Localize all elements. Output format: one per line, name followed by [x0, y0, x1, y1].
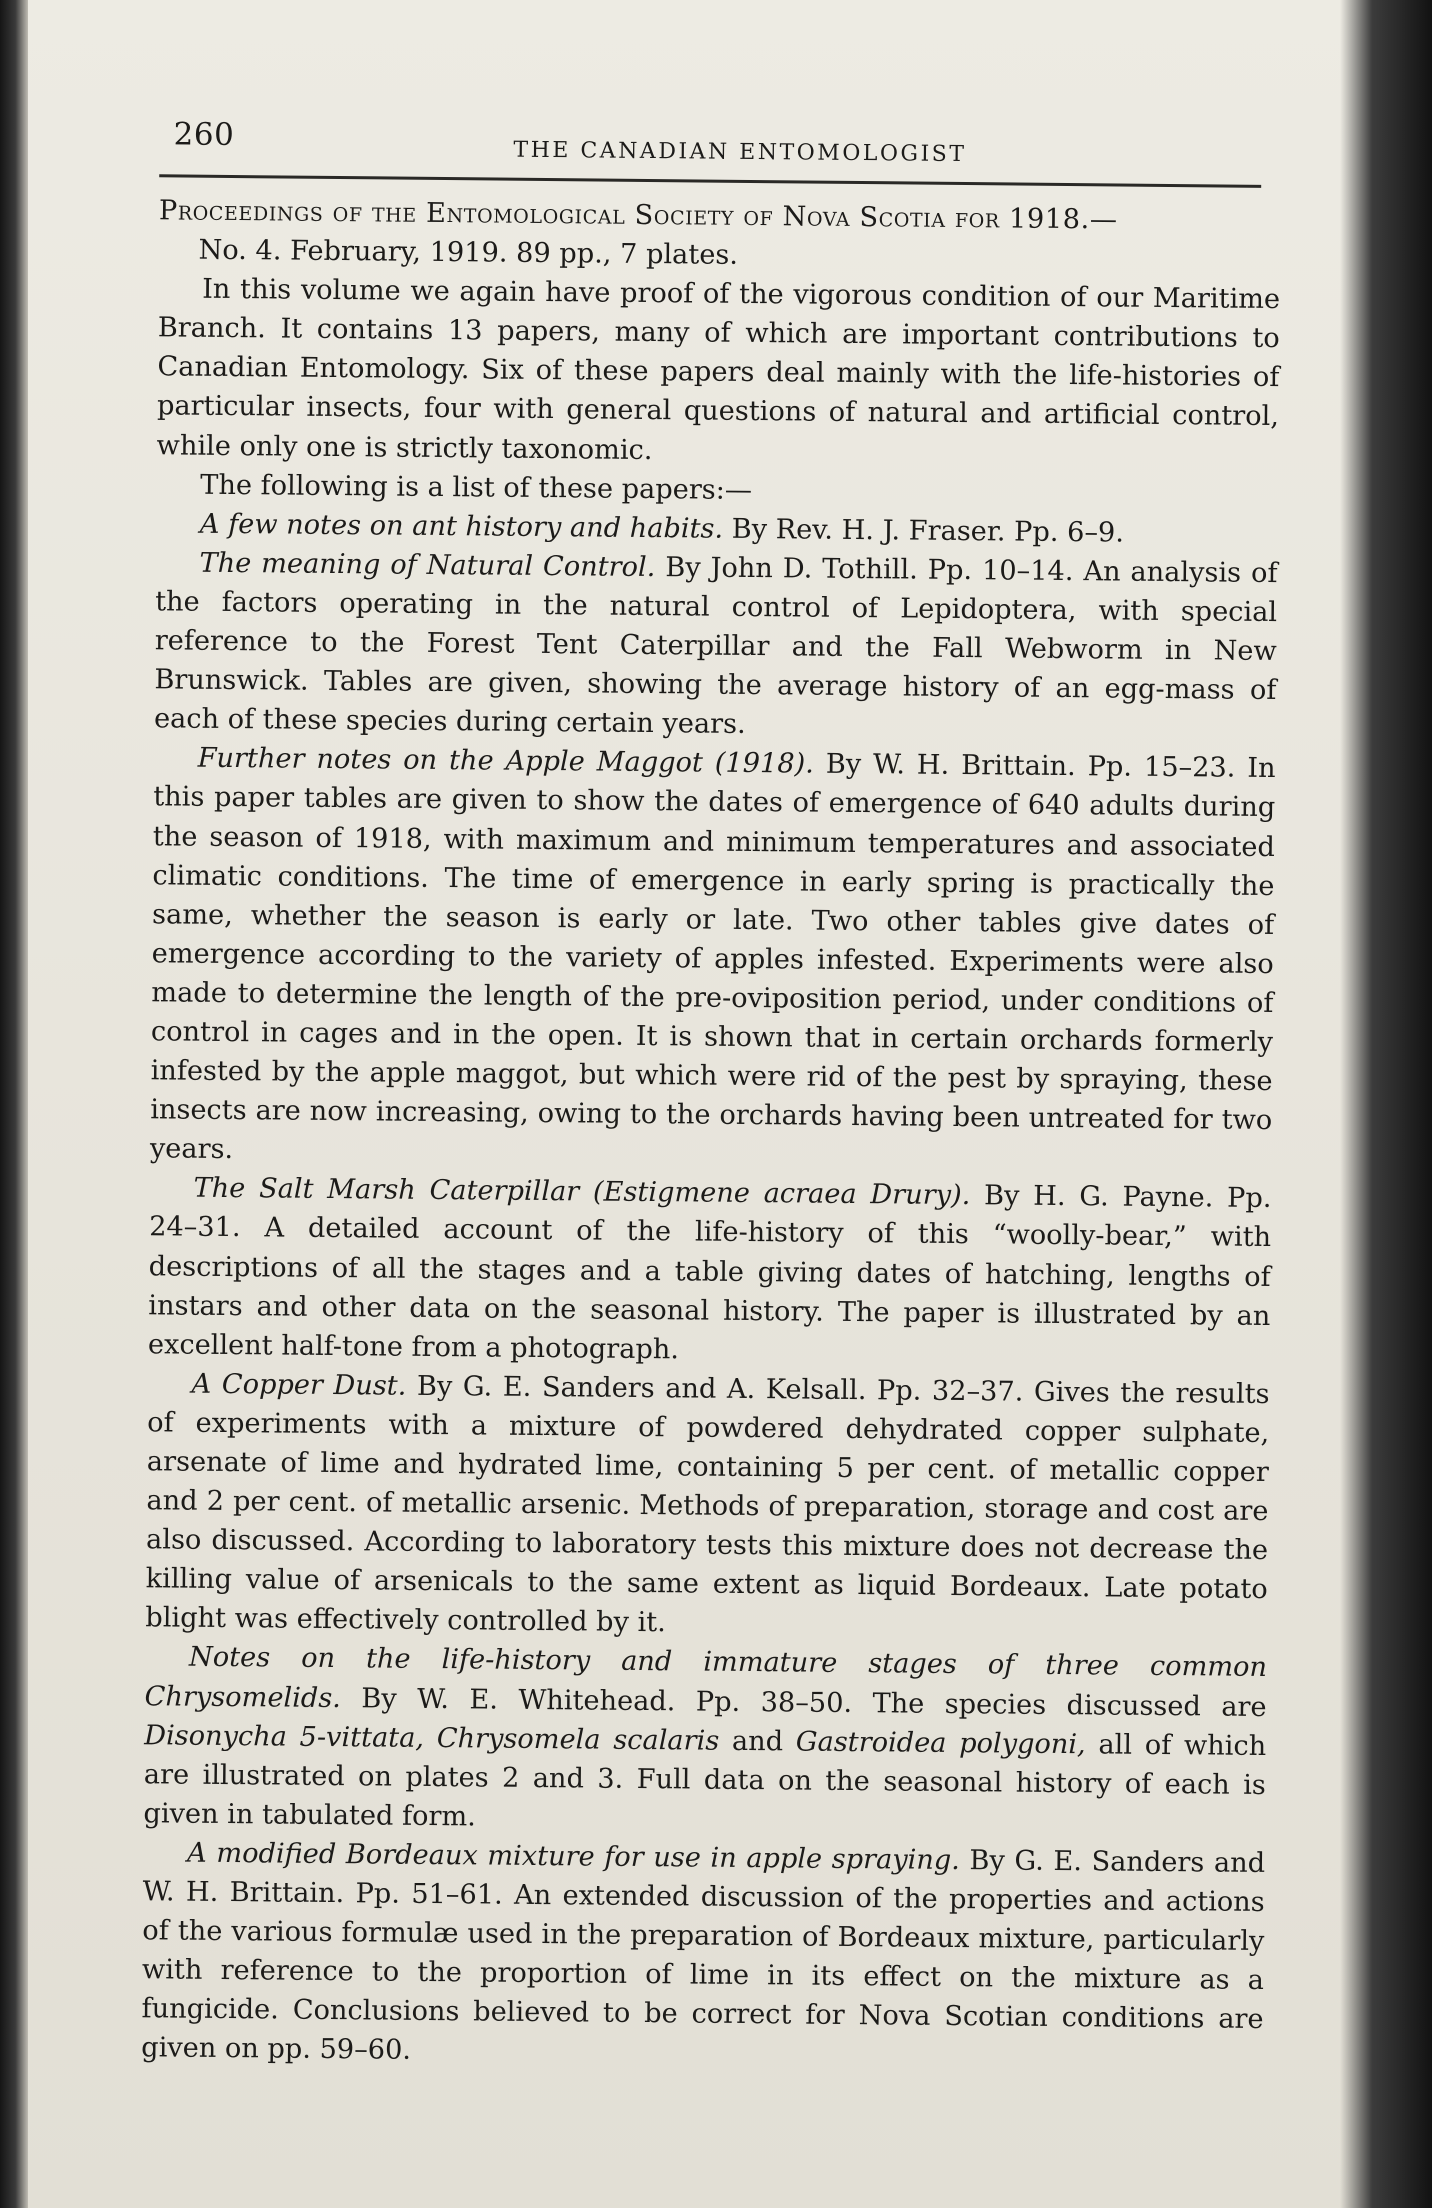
paper-entry — [150, 739, 1276, 1180]
binding-shadow — [1340, 0, 1432, 2208]
paper-title: A Copper Dust. — [191, 1368, 407, 1402]
paper-title: Notes on the life-history and immature stages of three common Chrysomelids. — [144, 1642, 1268, 1714]
review-heading-block — [158, 191, 1281, 280]
review-body — [111, 191, 1281, 2078]
scan-left-edge — [0, 0, 28, 2208]
paper-description: By John D. Tothill. Pp. 10–14. An analysis of the factors operating in the natural control of Lepidoptera, with special reference to the Forest Tent Caterpillar and the Fall Webworm in New Brunswick. Tables are given, showing the average history of an egg-mass of each of these species during certain years. — [153, 552, 1278, 741]
paper-title: The meaning of Natural Control. — [199, 547, 656, 583]
species-names: Gastroidea polygoni, — [795, 1726, 1086, 1760]
paper-entry — [141, 1833, 1265, 2078]
paper-title: The Salt Marsh Caterpillar (Estigmene acraea Drury). — [193, 1173, 971, 1212]
paper-description: all of which are illustrated on plates 2 and 3. Full data on the seasonal history of each is given in tabulated form. — [143, 1729, 1267, 1833]
paper-description: By G. E. Sanders and W. H. Brittain. Pp. 51–61. An extended discussion of the properties and actions of the various formulæ used in the preparation of Bordeaux mixture, particularly with reference to the proportion of lime in its effect on the mixture as a fungicide. Conclusions believed to be correct for Nova Scotian conditions are given on pp. 59–60. — [141, 1845, 1266, 2067]
list-intro: The following is a list of these papers:— — [200, 469, 753, 506]
journal-page — [111, 96, 1280, 2078]
paper-description: By W. H. Brittain. Pp. 15–23. In this paper tables are given to show the dates of emergence of 640 adults during the season of 1918, with maximum and minimum temperatures and associated climatic conditions. The time of emergence in early spring is practically the same, whether the season is early or late. Two other tables give dates of emergence according to the variety of apples infested. Experiments were also made to determine the length of the pre-oviposition period, under conditions of control in cages and in the open. It is shown that in certain orchards formerly infested by the apple maggot, but which were rid of the pest by spraying, these insects are now increasing, owing to the orchards having been untreated for two years. — [149, 749, 1276, 1166]
paper-title: A few notes on ant history and habits. — [199, 508, 724, 545]
page-number: 260 — [173, 116, 235, 154]
paper-description: By H. G. Payne. Pp. 24–31. A detailed account of the life-history of this “woolly-bear,” with descriptions of all the stages and a table giving dates of hatching, lengths of instars and other data on the seasonal history. The paper is illustrated by an excellent half-tone from a photograph. — [147, 1180, 1272, 1366]
intro-paragraph: In this volume we again have proof of the vigorous condition of our Maritime Branch. It contains 13 papers, many of which are important contributions to Canadian Entomology. Six of these papers deal mainly with the life-histories of particular insects, four with general questions of natural and artificial control, while only one is strictly taxonomic. — [156, 273, 1281, 466]
paper-title: Further notes on the Apple Maggot (1918). — [197, 742, 815, 780]
paper-entry — [154, 543, 1278, 749]
review-heading: Proceedings of the Entomological Society of Nova Scotia for 1918.— — [158, 195, 1118, 236]
species-names: Disonycha 5-vittata, Chrysomela scalaris — [144, 1719, 720, 1757]
paper-description: By Rev. H. J. Fraser. Pp. 6–9. — [731, 513, 1125, 549]
paper-description: By G. E. Sanders and A. Kelsall. Pp. 32–37. Gives the results of experiments with a mixture of powdered dehydrated copper sulphate, arsenate of lime and hydrated lime, containing 5 per cent. of metallic copper and 2 per cent. of metallic arsenic. Methods of preparation, storage and cost are also discussed. According to laboratory tests this mixture does not decrease the killing value of arsenicals to the same extent as liquid Bordeaux. Late potato blight was effectively controlled by it. — [145, 1370, 1270, 1639]
issue-line: No. 4. February, 1919. 89 pp., 7 plates. — [198, 234, 739, 271]
running-head — [129, 96, 1280, 181]
paper-entry — [145, 1364, 1270, 1648]
paper-title: A modified Bordeaux mixture for use in apple spraying. — [186, 1837, 961, 1876]
journal-title: THE CANADIAN ENTOMOLOGIST — [513, 137, 967, 168]
paper-description: By W. E. Whitehead. Pp. 38–50. The species discussed are — [361, 1682, 1267, 1723]
conjunction: and — [731, 1725, 784, 1758]
paper-entry — [148, 1169, 1272, 1375]
paper-entry — [143, 1638, 1267, 1844]
